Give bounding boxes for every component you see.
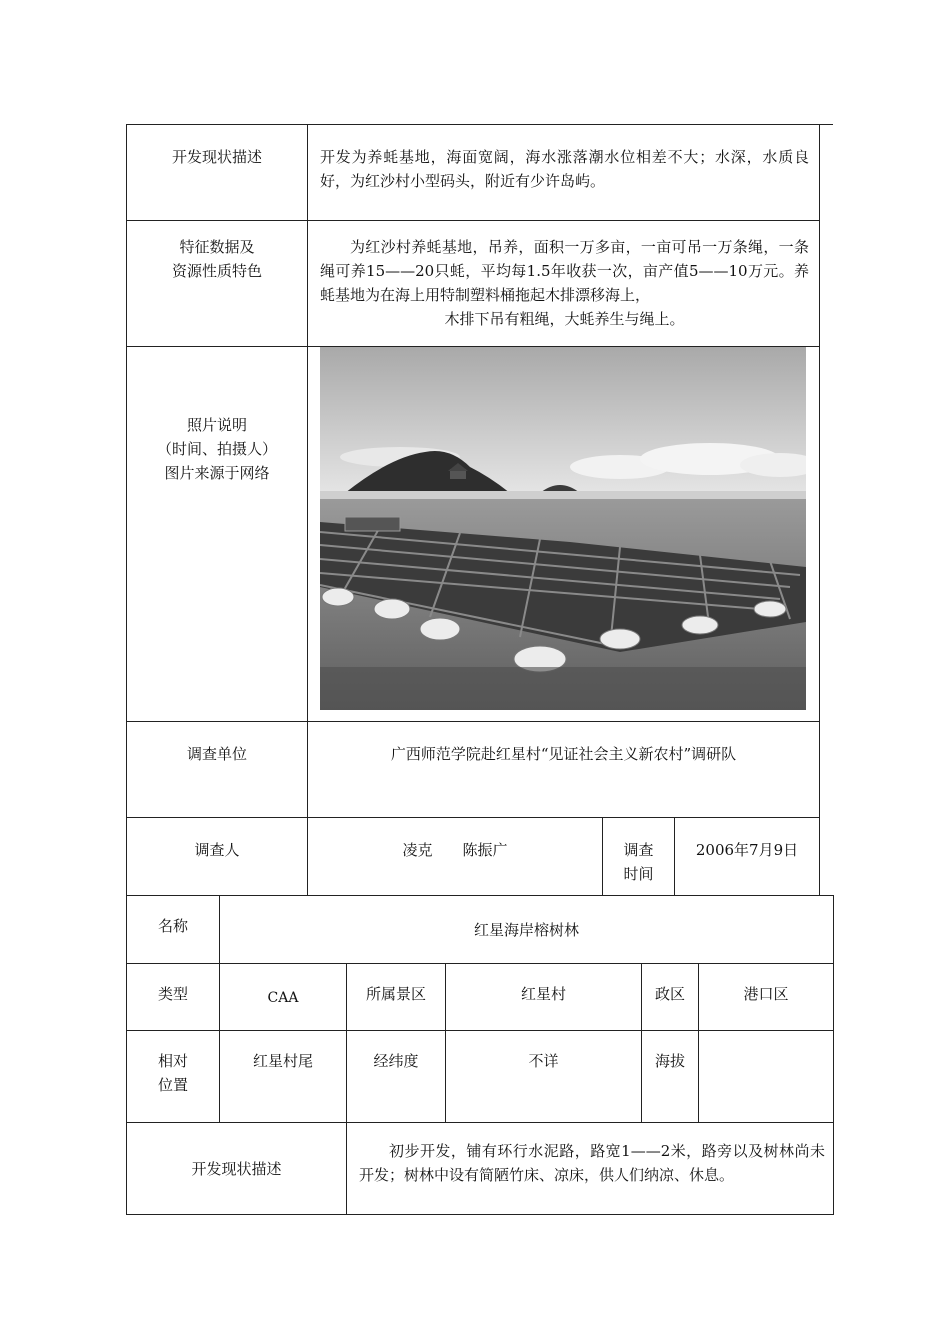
dev-status-label-2: 开发现状描述 xyxy=(127,1123,347,1215)
district-value: 港口区 xyxy=(699,964,834,1031)
row-survey-unit xyxy=(127,722,820,818)
feature-text-last: 木排下吊有粗绳，大蚝养生与绳上。 xyxy=(444,310,685,328)
survey-time-label-line2: 时间 xyxy=(623,865,654,883)
dev-status-label: 开发现状描述 xyxy=(127,125,308,221)
feature-label xyxy=(127,221,308,347)
feature-label-line1: 特征数据及 xyxy=(179,238,255,256)
row-type xyxy=(127,964,834,1031)
position-label xyxy=(127,1031,220,1123)
photo-label-line2: （时间、拍摄人） xyxy=(156,440,277,458)
resource-record-table-2 xyxy=(126,895,834,1215)
position-label-line1: 相对 xyxy=(157,1052,188,1070)
row-position xyxy=(127,1031,834,1123)
surveyor-label: 调查人 xyxy=(127,818,308,896)
latlon-label: 经纬度 xyxy=(347,1031,446,1123)
latlon-value: 不详 xyxy=(446,1031,642,1123)
feature-label-line2: 资源性质特色 xyxy=(171,262,262,280)
survey-time-value: 2006年7月9日 xyxy=(675,818,820,896)
row-dev-status-2 xyxy=(127,1123,834,1215)
photo-label-line1: 照片说明 xyxy=(186,416,247,434)
row-feature xyxy=(127,221,820,347)
resource-record-table-1 xyxy=(126,124,820,896)
oyster-raft-image xyxy=(320,347,806,710)
photo-label-line3: 图片来源于网络 xyxy=(164,464,270,482)
altitude-label: 海拔 xyxy=(642,1031,699,1123)
row-name xyxy=(127,896,834,964)
name-value: 红星海岸榕树林 xyxy=(220,896,834,964)
dev-status-text: 开发为养蚝基地，海面宽阔，海水涨落潮水位相差不大；水深，水质良好，为红沙村小型码头，附近有少许岛屿。 xyxy=(308,125,820,221)
scenic-area-value: 红星村 xyxy=(446,964,642,1031)
position-label-line2: 位置 xyxy=(157,1076,188,1094)
scenic-area-label: 所属景区 xyxy=(347,964,446,1031)
dev-status-text-2: 初步开发，铺有环行水泥路，路宽1——2米，路旁以及树林尚未开发；树林中设有简陋竹床、凉床，供人们纳凉、休息。 xyxy=(347,1123,834,1215)
type-value: CAA xyxy=(220,964,347,1031)
oyster-farm-photo xyxy=(320,347,806,710)
survey-unit-label: 调查单位 xyxy=(127,722,308,818)
survey-unit-text: 广西师范学院赴红星村“见证社会主义新农村”调研队 xyxy=(308,722,820,818)
photo-label xyxy=(127,347,308,722)
feature-text xyxy=(308,221,820,347)
surveyor-names: 凌克 陈振广 xyxy=(308,818,603,896)
type-label: 类型 xyxy=(127,964,220,1031)
survey-time-label xyxy=(603,818,675,896)
row-surveyor xyxy=(127,818,820,896)
feature-text-main: 为红沙村养蚝基地，吊养，面积一万多亩，一亩可吊一万条绳，一条绳可养15——20只蚝，平均每1.5年收获一次，亩产值5——10万元。养蚝基地为在海上用特制塑料桶拖起木排漂移海上， xyxy=(320,238,809,304)
row-photo xyxy=(127,347,820,722)
position-value: 红星村尾 xyxy=(220,1031,347,1123)
altitude-value xyxy=(699,1031,834,1123)
row-dev-status xyxy=(127,125,820,221)
photo-cell xyxy=(308,347,820,722)
district-label: 政区 xyxy=(642,964,699,1031)
survey-time-label-line1: 调查 xyxy=(623,841,654,859)
name-label: 名称 xyxy=(127,896,220,964)
table-edge-stub xyxy=(819,124,833,125)
